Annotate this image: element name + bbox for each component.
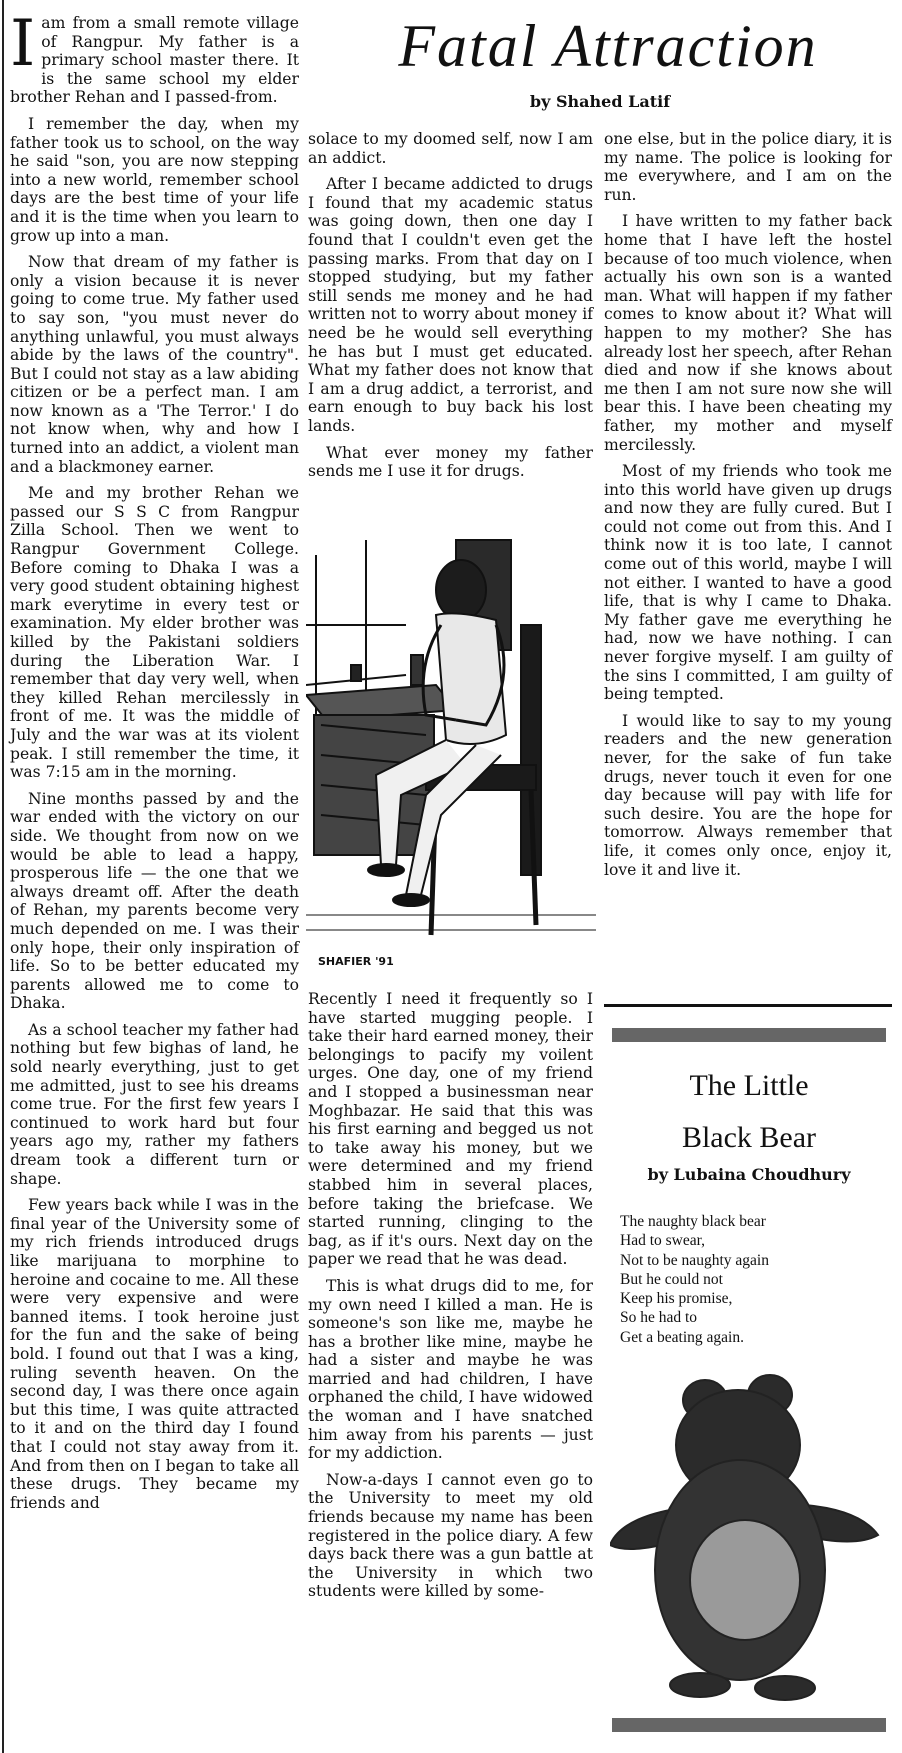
article-column-2-bottom	[308, 990, 593, 1609]
article-paragraph: Now-a-days I cannot even go to the University to meet my old friends because my name has been registered in the police diary. A few days back there was a gun battle at the University in which two students were killed by some-	[308, 1470, 593, 1601]
article-column-1	[10, 7, 299, 1520]
article-paragraph: I remember the day, when my father took us to school, on the way he said "son, you are now stepping into a new world, remember school days are the best time of your life and it is the time when you learn to grow up into a man.	[10, 114, 299, 245]
article-paragraph: Few years back while I was in the final year of the University some of my rich friends introduced drugs like marijuana to morphine to heroine and cocaine to me. All these were very expensive and were banned items. I took heroine just for the fun and the sake of being bold. I found out that I was a king, ruling seventh heaven. On the second day, I was there once again but this time, I was quite attracted to it and on the third day I found that I could not stay away from it. And from then on I began to take all these drugs. They became my friends and	[10, 1196, 299, 1512]
article-byline: by Shahed Latif	[529, 92, 671, 111]
article-paragraph: Me and my brother Rehan we passed our S S C from Rangpur Zilla School. Then we went to Rangpur Government College. Before coming to Dhaka I was a very good student obtaining highest mark everytime in every test or examination. My elder brother was killed by the Pakistani soldiers during the Liberation War. I remember that day very well, when they killed Rehan mercilessly in front of me. It was the middle of July and the war was at its violent peak. I still remember the time, it was 7:15 am in the morning.	[10, 484, 299, 782]
poem-byline: by Lubaina Choudhury	[647, 1165, 851, 1184]
poem-line: So he had to	[620, 1309, 698, 1327]
poem-line: But he could not	[620, 1270, 723, 1288]
illustration-signature: SHAFIER '91	[318, 955, 394, 968]
poem-line: Not to be naughty again	[620, 1251, 769, 1269]
poem-bottom-band	[612, 1718, 886, 1732]
poem-top-band	[612, 1028, 886, 1042]
bear-drawing	[610, 1370, 880, 1705]
left-column-rule	[2, 0, 4, 1753]
poem-line: Get a beating again.	[620, 1328, 744, 1346]
poem-line: The naughty black bear	[620, 1213, 766, 1230]
poem-text	[620, 1212, 880, 1347]
poem-title: The Little Black Bear	[681, 1069, 817, 1154]
article-paragraph: What ever money my father sends me I use it for drugs.	[308, 443, 593, 481]
article-paragraph: This is what drugs did to me, for my own need I killed a man. He is someone's son like me, maybe he has a brother like mine, maybe he had a sister and maybe he was married and had children, I have orphaned the child, I have widowed the woman and I have snatched him away from his parents — just for my addiction.	[308, 1276, 593, 1463]
poem-line: Keep his promise,	[620, 1290, 733, 1308]
article-column-3	[604, 130, 892, 887]
drop-cap: I	[10, 7, 36, 81]
article-paragraph: After I became addicted to drugs I found that my academic status was going down, then one day I found that I couldn't even get the passing marks. From that day on I stopped studying, but my father still sends me money and he had written not to worry about money if need be he would sell everything he has but I must get educated. What my father does not know that I am a drug addict, a terrorist, and earn enough to buy back his lost lands.	[308, 175, 593, 435]
article-paragraph: I would like to say to my young readers and the new generation never, for the sake of fun take drugs, never touch it even for one day because will pay with life for such desire. You are the hope for tomorrow. Always remember that life, it comes only once, enjoy it, love it and live it.	[604, 711, 892, 879]
article-paragraph: Nine months passed by and the war ended with the victory on our side. We thought from now on we would be able to lead a happy, prosperous life — the one that we always dreamt off. After the death of Rehan, my parents become very much depended on me. I was their only hope, their only inspiration of life. So to be better educated my parents allowed me to come to Dhaka.	[10, 789, 299, 1013]
article-paragraph: As a school teacher my father had nothing but few bighas of land, he sold nearly everything, just to get me admitted, just to see his dreams come true. For the first few years I continued to work hard but four years ago my, rather my fathers dream took a different turn or shape.	[10, 1020, 299, 1188]
article-paragraph: solace to my doomed self, now I am an addict.	[308, 130, 593, 167]
poem-top-rule	[604, 1004, 892, 1007]
poem-line: Had to swear,	[620, 1232, 706, 1250]
article-paragraph: Now that dream of my father is only a vision because it is never going to come true. My father used to say son, "you must never do anything unlawful, you must always abide by the laws of the country". But I could not stay as a law abiding citizen or be a perfect man. I am now known as a 'The Terror.' I do not know when, why and how I turned into an addict, a violent man and a blackmoney earner.	[10, 253, 299, 476]
article-paragraph: Iam from a small remote village of Rangpur. My father is a primary school master there. It is the same school my elder brother Rehan and I passed-from.	[10, 7, 299, 107]
article-paragraph: Most of my friends who took me into this world have given up drugs and now they are fully cured. But I could not come out from this. And I think now it is too late, I cannot come out of this world, maybe I will not either. I wanted to have a good life, that is why I came to Dhaka. My father gave me everything he had, now we have nothing. I can never forgive myself. I am guilty of the sins I committed, I am guilty of being tempted.	[604, 462, 892, 704]
article-title: Fatal Attraction	[398, 13, 818, 79]
article-paragraph: one else, but in the police diary, it is my name. The police is looking for me everywhere, and I am on the run.	[604, 130, 892, 204]
article-illustration	[306, 535, 596, 980]
article-paragraph: I have written to my father back home that I have left the hostel because of too much violence, when actually his own son is a wanted man. What will happen if my father comes to know about it? What will happen to my mother? She has already lost her speech, after Rehan died and now if she knows about me then I am not sure now she will bear this. I have been cheating my father, my mother and myself mercilessly.	[604, 212, 892, 454]
article-paragraph: Recently I need it frequently so I have started mugging people. I take their hard earned money, their belongings to pacify my voilent urges. One day, one of my friend and I stopped a businessman near Moghbazar. He said that this was his first earning and begged us not to take away his money, but we were determined and my friend stabbed him in several places, before taking the briefcase. We started running, clinging to the bag, as if it's ours. Next day on the paper we read that he was dead.	[308, 990, 593, 1269]
article-column-2-top	[308, 130, 593, 489]
